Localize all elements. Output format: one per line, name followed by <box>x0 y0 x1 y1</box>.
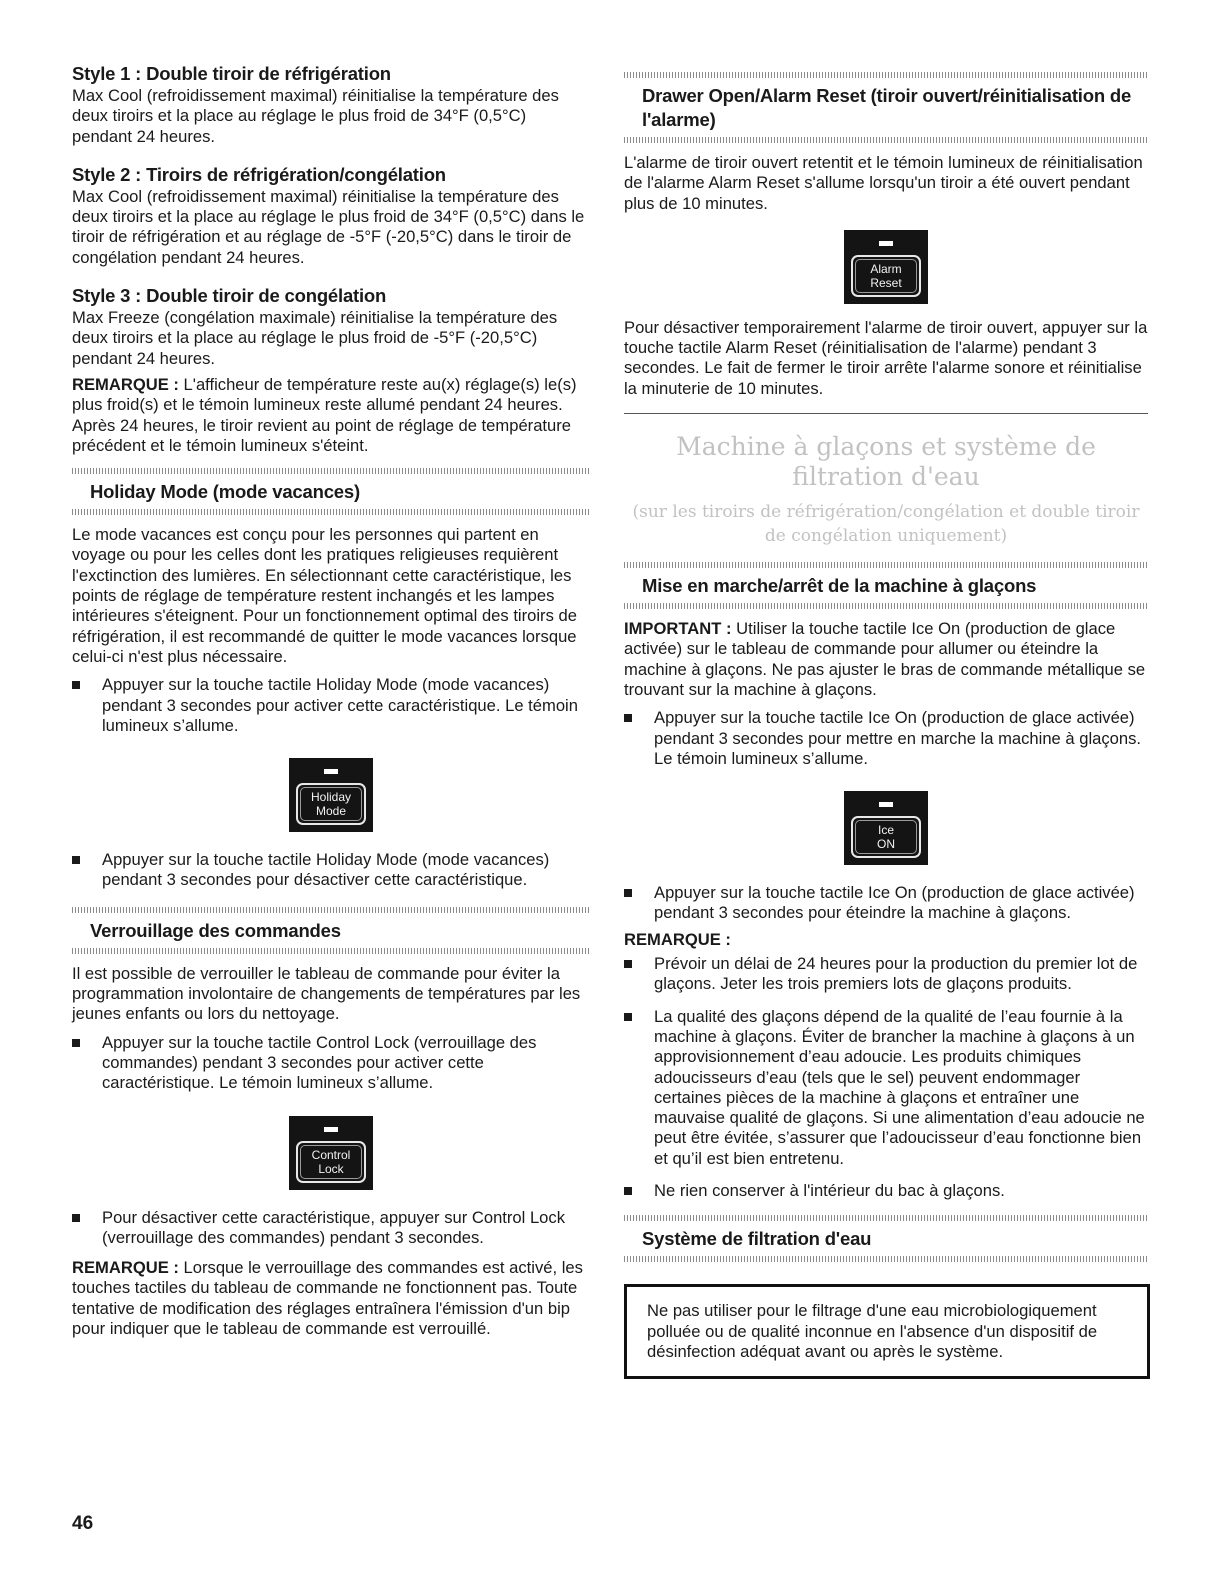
button-frame <box>851 816 921 858</box>
button-label-line1: Control <box>311 1147 351 1162</box>
button-label-line1: Alarm <box>870 261 902 276</box>
button-frame <box>296 1141 366 1183</box>
indicator-light-icon <box>324 769 338 774</box>
ice-section-subtitle: (sur les tiroirs de réfrigération/congélation et double tiroir de congélation uniquement) <box>632 502 1140 547</box>
holiday-bullets <box>72 675 590 736</box>
ice-heading: Mise en marche/arrêt de la machine à glaçons <box>642 575 1037 597</box>
lock-note-label: REMARQUE : <box>72 1258 179 1278</box>
holiday-bullets-2 <box>72 850 590 891</box>
button-label-line1: Ice <box>877 823 894 838</box>
style3-body: Max Freeze (congélation maximale) réinitialise la température des deux tiroirs et la place au réglage le plus froid de -5°F (-20,5°C) pendant 24 heures. <box>72 308 558 368</box>
bullet-square-icon <box>624 889 632 897</box>
filter-heading: Système de filtration d'eau <box>642 1228 872 1250</box>
list-item-text: Appuyer sur la touche tactile Ice On (production de glace activée) pendant 3 secondes pour éteindre la machine à glaçons. <box>654 883 1135 923</box>
style1-body: Max Cool (refroidissement maximal) réinitialise la température des deux tiroirs et la place au réglage le plus froid de 34°F (0,5°C) pendant 24 heures. <box>72 86 559 146</box>
list-item <box>624 1181 1148 1201</box>
alarm-body: L'alarme de tiroir ouvert retentit et le témoin lumineux de réinitialisation de l'alarme Alarm Reset s'allume lorsqu'un tiroir a été ouvert pendant plus de 10 minutes. <box>624 153 1143 213</box>
list-item-text: Appuyer sur la touche tactile Holiday Mode (mode vacances) pendant 3 secondes pour désactiver cette caractéristique. <box>102 850 550 890</box>
bullet-square-icon <box>624 714 632 722</box>
style2-heading: Style 2 : Tiroirs de réfrigération/congélation <box>72 163 446 185</box>
button-label-line2: Reset <box>870 275 902 290</box>
list-item <box>72 850 590 891</box>
indicator-light-icon <box>324 1127 338 1132</box>
lock-note-text: Lorsque le verrouillage des commandes est activé, les touches tactiles du tableau de commande ne fonctionnent pas. Toute tentative de modification des réglages entraînera l'émission d'un bip pour indiquer que le tableau de commande est verrouillé. <box>72 1258 583 1338</box>
list-item <box>72 1033 590 1094</box>
section-divider <box>624 603 1148 609</box>
control-lock-button-figure <box>72 1116 590 1190</box>
bullet-square-icon <box>72 1214 80 1222</box>
holiday-heading: Holiday Mode (mode vacances) <box>90 481 360 503</box>
list-item-text: Appuyer sur la touche tactile Holiday Mode (mode vacances) pendant 3 secondes pour activer cette caractéristique. Le témoin lumineux s’allume. <box>102 675 578 735</box>
bullet-square-icon <box>72 856 80 864</box>
filter-warning-box <box>624 1284 1150 1379</box>
alarm-section-header <box>624 72 1148 143</box>
list-item <box>72 675 590 736</box>
lock-bullets <box>72 1033 590 1094</box>
list-item <box>624 708 1148 769</box>
ice-section-title: Machine à glaçons et système de filtration d'eau <box>676 432 1096 492</box>
list-item <box>624 954 1148 995</box>
important-text: Utiliser la touche tactile Ice On (production de glace activée) sur le tableau de commande pour allumer ou éteindre la machine à glaçons. Ne pas ajuster le bras de commande métallique se trouvant sur la machine à glaçons. <box>624 619 1146 699</box>
style3-note-text: L'afficheur de température reste au(x) réglage(s) le(s) plus froid(s) et le témoin lumineux reste allumé pendant 24 heures. Après 24 heures, le tiroir revient au point de réglage de température précédent et le témoin lumineux s'éteint. <box>72 374 577 455</box>
ice-on-button[interactable] <box>844 791 928 865</box>
bullet-square-icon <box>624 960 632 968</box>
alarm-reset-button[interactable] <box>844 230 928 304</box>
left-column <box>72 62 590 1339</box>
important-label: IMPORTANT : <box>624 619 732 639</box>
alarm-body-2: Pour désactiver temporairement l'alarme de tiroir ouvert, appuyer sur la touche tactile Alarm Reset (réinitialisation de l'alarme) pendant 3 secondes. Le fait de fermer le tiroir arrête l'alarme sonore et réinitialise la minuterie de 10 minutes. <box>624 317 1148 398</box>
button-label-line2: ON <box>877 837 895 852</box>
holiday-mode-button[interactable] <box>289 758 373 832</box>
button-label-line2: Lock <box>318 1161 344 1176</box>
ice-bullets-2 <box>624 883 1148 924</box>
bullet-square-icon <box>72 681 80 689</box>
alarm-heading: Drawer Open/Alarm Reset (tiroir ouvert/réinitialisation de l'alarme) <box>642 85 1132 130</box>
section-divider <box>72 948 590 954</box>
list-item-text: Pour désactiver cette caractéristique, appuyer sur Control Lock (verrouillage des commandes) pendant 3 secondes. <box>102 1207 566 1247</box>
style2-body: Max Cool (refroidissement maximal) réinitialise la température des deux tiroirs et la place au réglage le plus froid de 34°F (0,5°C) dans le tiroir de réfrigération et au réglage de -5°F (-20,5°C) dans le tiroir de congélation pendant 24 heures. <box>72 186 585 267</box>
ice-bullets <box>624 708 1148 769</box>
bullet-square-icon <box>72 1039 80 1047</box>
list-item <box>72 1208 590 1249</box>
section-divider <box>624 413 1148 414</box>
filter-section-header <box>624 1215 1148 1262</box>
section-divider <box>624 1256 1148 1262</box>
section-divider <box>624 137 1148 143</box>
style1-heading: Style 1 : Double tiroir de réfrigération <box>72 63 391 84</box>
indicator-light-icon <box>879 241 893 246</box>
button-label-line2: Mode <box>315 804 347 819</box>
section-divider <box>72 509 590 515</box>
list-item-text: Appuyer sur la touche tactile Control Lock (verrouillage des commandes) pendant 3 secondes pour activer cette caractéristique. Le témoin lumineux s’allume. <box>102 1032 537 1093</box>
bullet-square-icon <box>624 1013 632 1021</box>
style3-heading: Style 3 : Double tiroir de congélation <box>72 285 387 307</box>
filter-warning-text: Ne pas utiliser pour le filtrage d'une eau microbiologiquement polluée ou de qualité inconnue en l'absence d'un dispositif de désinfection adéquat avant ou après le système. <box>647 1301 1098 1361</box>
list-item-text: La qualité des glaçons dépend de la qualité de l’eau fournie à la machine à glaçons. Éviter de brancher la machine à glaçons à un approvisionnement d’eau adoucie. Les produits chimiques adoucisseurs d’eau (tels que le sel) peuvent endommager certaines pièces de la machine à glaçons et entraîner une mauvaise qualité de glaçons. Si une alimentation d’eau adoucie ne peut être évitée, s’assurer que l’adoucisseur d’eau fonctionne bien et qu’il est bien entretenu. <box>654 1006 1145 1168</box>
ice-note-label: REMARQUE : <box>624 929 731 949</box>
lock-section-header <box>72 907 590 954</box>
lock-heading: Verrouillage des commandes <box>90 919 341 941</box>
lock-bullets-2 <box>72 1208 590 1249</box>
holiday-mode-button-figure <box>72 758 590 832</box>
button-frame <box>296 783 366 825</box>
page-number: 46 <box>72 1513 94 1534</box>
holiday-section-header <box>72 468 590 515</box>
ice-notes <box>624 954 1148 1201</box>
alarm-reset-button-figure <box>624 230 1148 304</box>
button-label-line1: Holiday <box>310 790 352 805</box>
lock-body: Il est possible de verrouiller le tableau de commande pour éviter la programmation involontaire de changements de températures par les jeunes enfants ou lors du nettoyage. <box>72 963 581 1024</box>
list-item-text: Ne rien conserver à l'intérieur du bac à glaçons. <box>654 1181 1005 1201</box>
style3-note <box>72 375 590 456</box>
bullet-square-icon <box>624 1187 632 1195</box>
list-item <box>624 1007 1148 1169</box>
right-column <box>624 72 1148 1379</box>
ice-important <box>624 619 1148 700</box>
ice-section-header <box>624 562 1148 609</box>
list-item <box>624 883 1148 924</box>
ice-on-button-figure <box>624 791 1148 865</box>
button-frame <box>851 255 921 297</box>
control-lock-button[interactable] <box>289 1116 373 1190</box>
holiday-body: Le mode vacances est conçu pour les personnes qui partent en voyage ou pour les celles dont les pratiques religieuses requièrent l'exctinction des lumières. En sélectionnant cette caractéristique, les points de réglage de température restent inchangés et les lampes intérieures s'éteignent. Pour un fonctionnement optimal des tiroirs de réfrigération, il est recommandé de quitter le mode vacances lorsque celui-ci n'est plus nécessaire. <box>72 525 577 666</box>
style3-note-label: REMARQUE : <box>72 374 179 394</box>
lock-note <box>72 1258 590 1339</box>
list-item-text: Prévoir un délai de 24 heures pour la production du premier lot de glaçons. Jeter les trois premiers lots de glaçons produits. <box>654 954 1138 994</box>
indicator-light-icon <box>879 802 893 807</box>
list-item-text: Appuyer sur la touche tactile Ice On (production de glace activée) pendant 3 secondes pour mettre en marche la machine à glaçons. Le témoin lumineux s’allume. <box>654 708 1142 768</box>
